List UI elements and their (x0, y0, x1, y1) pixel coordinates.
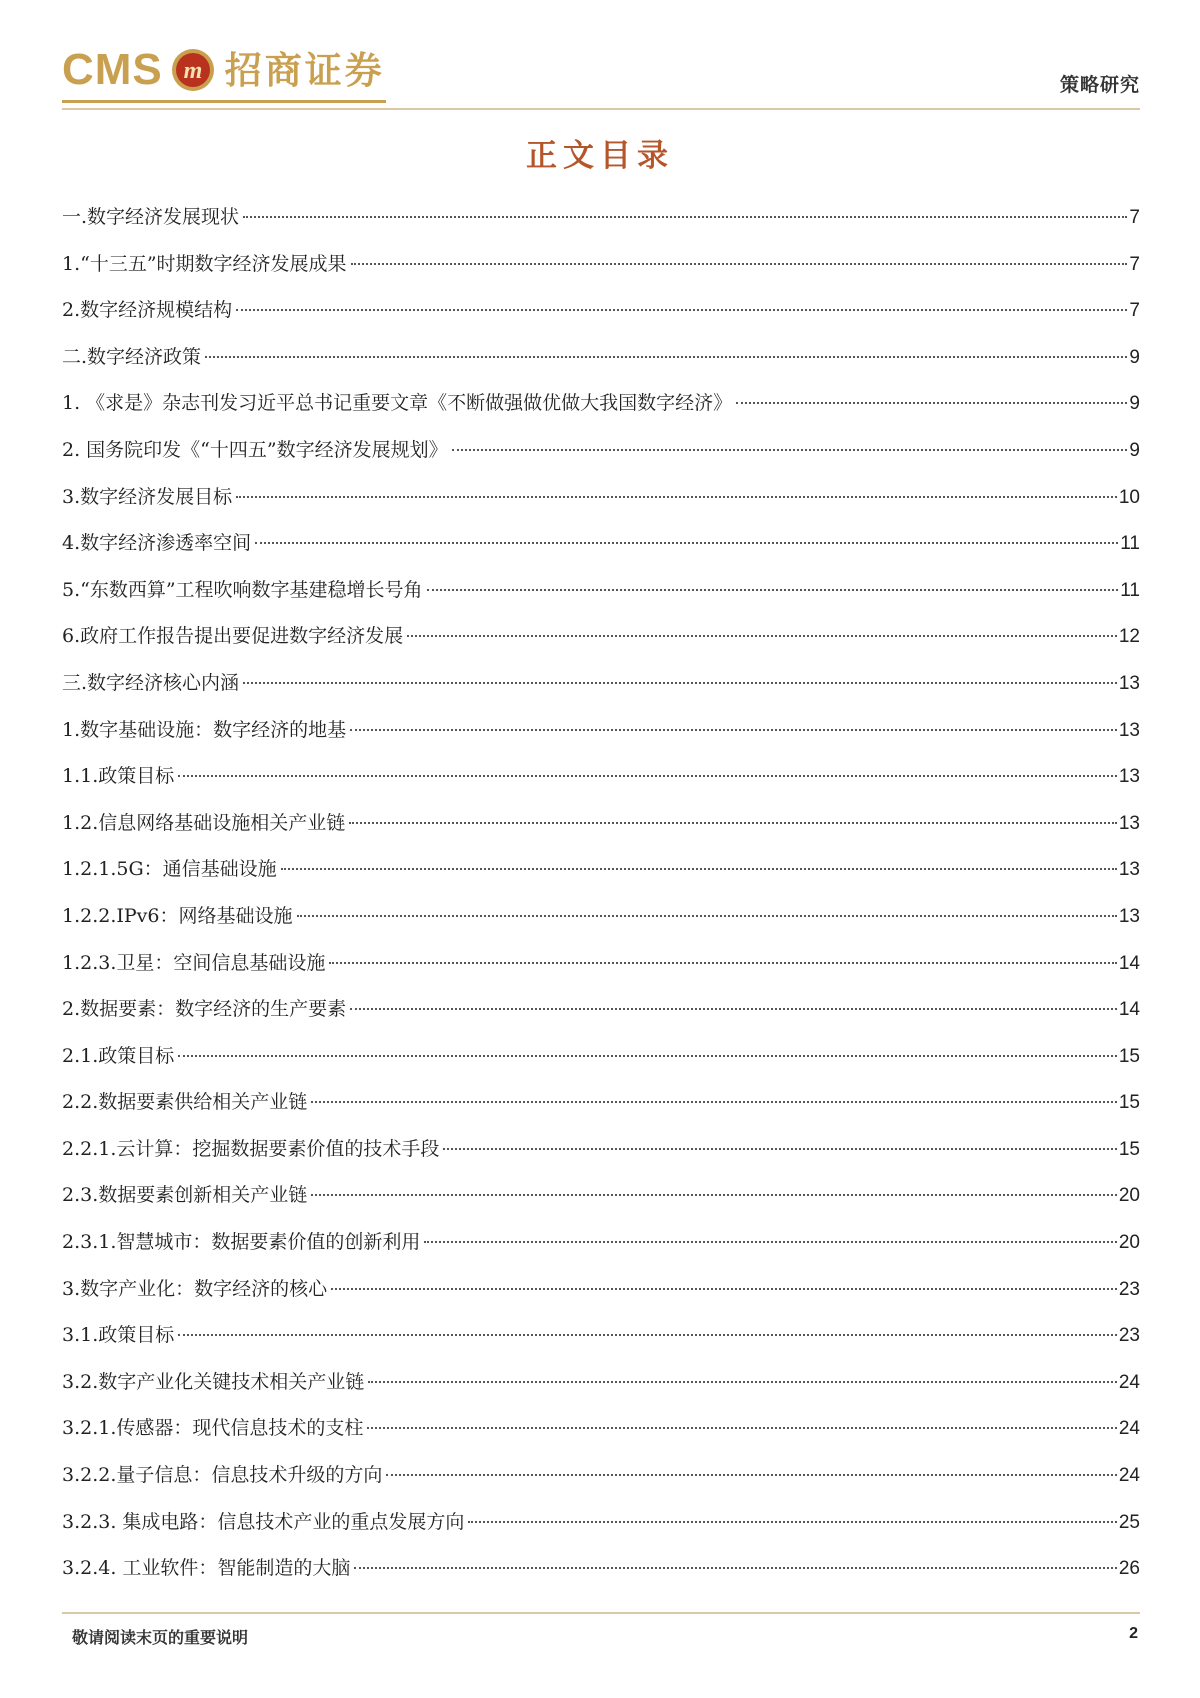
footer-divider (62, 1612, 1140, 1614)
toc-entry-title: 1.2.2.IPv6：网络基础设施 (62, 904, 293, 927)
dot-leader (350, 728, 1117, 731)
toc-entry[interactable] (62, 621, 1140, 668)
toc-entry-title: 2. 国务院印发《“十四五”数字经济发展规划》 (62, 438, 448, 461)
toc-entry[interactable] (62, 761, 1140, 808)
section-label: 策略研究 (1059, 74, 1140, 96)
dot-leader (255, 541, 1118, 544)
toc-entry-page: 15 (1118, 1138, 1140, 1160)
toc-entry-page: 15 (1118, 1045, 1140, 1067)
toc-entry-title: 2.数据要素：数字经济的生产要素 (62, 998, 347, 1021)
toc-entry-page: 20 (1118, 1232, 1140, 1254)
toc-entry-title: 3.2.2.量子信息：信息技术升级的方向 (62, 1464, 383, 1487)
toc-entry[interactable] (62, 668, 1140, 715)
toc-entry[interactable] (62, 1227, 1140, 1274)
toc-entry[interactable] (62, 994, 1140, 1041)
toc-entry[interactable] (62, 1507, 1140, 1554)
dot-leader (368, 1380, 1117, 1383)
dot-leader (311, 1193, 1117, 1196)
toc-entry-page: 13 (1118, 672, 1140, 694)
toc-entry-page: 13 (1118, 905, 1140, 927)
toc-entry[interactable] (62, 575, 1140, 622)
toc-entry-page: 23 (1118, 1325, 1140, 1347)
toc-entry[interactable] (62, 854, 1140, 901)
dot-leader (281, 867, 1117, 870)
page-number: 2 (1129, 1625, 1138, 1642)
dot-leader (350, 1007, 1117, 1010)
toc-entry[interactable] (62, 482, 1140, 529)
dot-leader (329, 961, 1116, 964)
toc-entry[interactable] (62, 808, 1140, 855)
toc-entry[interactable] (62, 388, 1140, 435)
dot-leader (178, 1333, 1117, 1336)
toc-entry-page: 24 (1118, 1465, 1140, 1487)
toc-entry[interactable] (62, 1553, 1140, 1600)
toc-entry-page: 9 (1129, 346, 1140, 368)
logo-chinese-name: 招商证券 (224, 48, 385, 92)
toc-entry-title: 1.2.信息网络基础设施相关产业链 (62, 811, 346, 834)
toc-entry[interactable] (62, 715, 1140, 762)
toc-entry-page: 9 (1129, 393, 1140, 415)
toc-entry[interactable] (62, 1041, 1140, 1088)
toc-entry[interactable] (62, 249, 1140, 296)
toc-entry-title: 2.1.政策目标 (62, 1044, 175, 1067)
dot-leader (331, 1287, 1117, 1290)
dot-leader (243, 681, 1117, 684)
toc-entry-title: 2.数字经济规模结构 (62, 299, 233, 322)
toc-entry-page: 23 (1118, 1278, 1140, 1300)
toc-entry[interactable] (62, 1460, 1140, 1507)
toc-entry[interactable] (62, 901, 1140, 948)
toc-entry-page: 14 (1118, 999, 1140, 1021)
svg-text:m: m (183, 58, 203, 84)
dot-leader (311, 1100, 1117, 1103)
toc-title: 正文目录 (526, 138, 674, 174)
header-divider (62, 108, 1140, 110)
footer-notice: 敬请阅读末页的重要说明 (72, 1628, 249, 1647)
dot-leader (236, 495, 1117, 498)
toc-entry-page: 14 (1118, 952, 1140, 974)
toc-entry-page: 13 (1118, 859, 1140, 881)
cms-logo (62, 42, 385, 98)
toc-entry-title: 3.2.4. 工业软件：智能制造的大脑 (62, 1557, 351, 1580)
toc-entry-page: 9 (1129, 439, 1140, 461)
toc-entry[interactable] (62, 202, 1140, 249)
toc-entry-title: 二.数字经济政策 (62, 345, 202, 368)
dot-leader (427, 588, 1119, 591)
toc-entry-page: 20 (1118, 1185, 1140, 1207)
toc-entry-title: 3.数字产业化：数字经济的核心 (62, 1277, 328, 1300)
toc-entry-page: 26 (1118, 1558, 1140, 1580)
toc-entry-title: 一.数字经济发展现状 (62, 206, 240, 228)
dot-leader (236, 308, 1127, 311)
toc-entry-page: 13 (1118, 812, 1140, 834)
toc-entry-title: 三.数字经济核心内涵 (62, 671, 240, 694)
toc-entry[interactable] (62, 435, 1140, 482)
toc-entry-title: 2.2.数据要素供给相关产业链 (62, 1091, 308, 1114)
toc-entry[interactable] (62, 1134, 1140, 1181)
toc-entry-title: 3.2.数字产业化关键技术相关产业链 (62, 1370, 365, 1393)
dot-leader (178, 1054, 1117, 1057)
logo-cms-text: CMS (62, 45, 163, 94)
cms-emblem-icon (171, 48, 215, 92)
toc-entry-page: 13 (1118, 719, 1140, 741)
toc-entry-page: 11 (1120, 579, 1140, 601)
toc-entry-title: 3.2.1.传感器：现代信息技术的支柱 (62, 1417, 364, 1440)
dot-leader (452, 448, 1128, 451)
dot-leader (424, 1240, 1116, 1243)
toc-entry-page: 24 (1118, 1418, 1140, 1440)
toc-entry-title: 1. 《求是》杂志刊发习近平总书记重要文章《不断做强做优做大我国数字经济》 (62, 392, 733, 415)
toc-entry-title: 3.数字经济发展目标 (62, 485, 233, 508)
toc-entry-title: 1.数字基础设施：数字经济的地基 (62, 718, 347, 741)
toc-entry-title: 1.“十三五”时期数字经济发展成果 (62, 252, 347, 275)
toc-entry-page: 12 (1118, 626, 1140, 648)
toc-entry-page: 24 (1118, 1371, 1140, 1393)
toc-entry-title: 3.1.政策目标 (62, 1324, 175, 1347)
toc-entry-page: 25 (1118, 1511, 1140, 1533)
toc-entry-title: 6.政府工作报告提出要促进数字经济发展 (62, 625, 404, 648)
toc-entry[interactable] (62, 1413, 1140, 1460)
toc-entry[interactable] (62, 295, 1140, 342)
dot-leader (243, 215, 1127, 218)
dot-leader (468, 1520, 1116, 1523)
toc-entry-title: 2.2.1.云计算：挖掘数据要素价值的技术手段 (62, 1137, 440, 1160)
toc-entry-page: 7 (1129, 253, 1140, 275)
dot-leader (178, 774, 1117, 777)
toc-entry-page: 11 (1120, 533, 1140, 555)
page-header (62, 40, 1140, 108)
dot-leader (297, 914, 1117, 917)
dot-leader (205, 355, 1127, 358)
toc-entry-title: 5.“东数西算”工程吹响数字基建稳增长号角 (62, 578, 423, 601)
toc-entry[interactable] (62, 1274, 1140, 1321)
toc-entry-title: 2.3.数据要素创新相关产业链 (62, 1184, 308, 1207)
toc-entry[interactable] (62, 1367, 1140, 1414)
toc-entry[interactable] (62, 948, 1140, 995)
toc-entry-page: 7 (1129, 207, 1140, 228)
toc-entry[interactable] (62, 528, 1140, 575)
table-of-contents (62, 202, 1140, 1600)
toc-entry[interactable] (62, 1180, 1140, 1227)
dot-leader (351, 262, 1128, 265)
toc-entry-page: 13 (1118, 766, 1140, 788)
toc-entry-page: 15 (1118, 1092, 1140, 1114)
toc-entry-title: 1.1.政策目标 (62, 765, 175, 788)
dot-leader (386, 1473, 1116, 1476)
toc-entry[interactable] (62, 1087, 1140, 1134)
dot-leader (407, 634, 1117, 637)
dot-leader (349, 821, 1117, 824)
toc-entry-title: 1.2.3.卫星：空间信息基础设施 (62, 951, 326, 974)
toc-entry[interactable] (62, 1320, 1140, 1367)
dot-leader (367, 1426, 1116, 1429)
toc-entry-title: 3.2.3. 集成电路：信息技术产业的重点发展方向 (62, 1510, 465, 1533)
dot-leader (443, 1147, 1116, 1150)
logo-underline (62, 100, 386, 103)
toc-entry-title: 1.2.1.5G：通信基础设施 (62, 858, 277, 881)
toc-entry-page: 10 (1118, 486, 1140, 508)
dot-leader (736, 401, 1127, 404)
toc-entry-title: 4.数字经济渗透率空间 (62, 532, 252, 555)
toc-entry[interactable] (62, 342, 1140, 389)
toc-entry-title: 2.3.1.智慧城市：数据要素价值的创新利用 (62, 1231, 421, 1254)
toc-entry-page: 7 (1129, 300, 1140, 322)
dot-leader (354, 1566, 1116, 1569)
